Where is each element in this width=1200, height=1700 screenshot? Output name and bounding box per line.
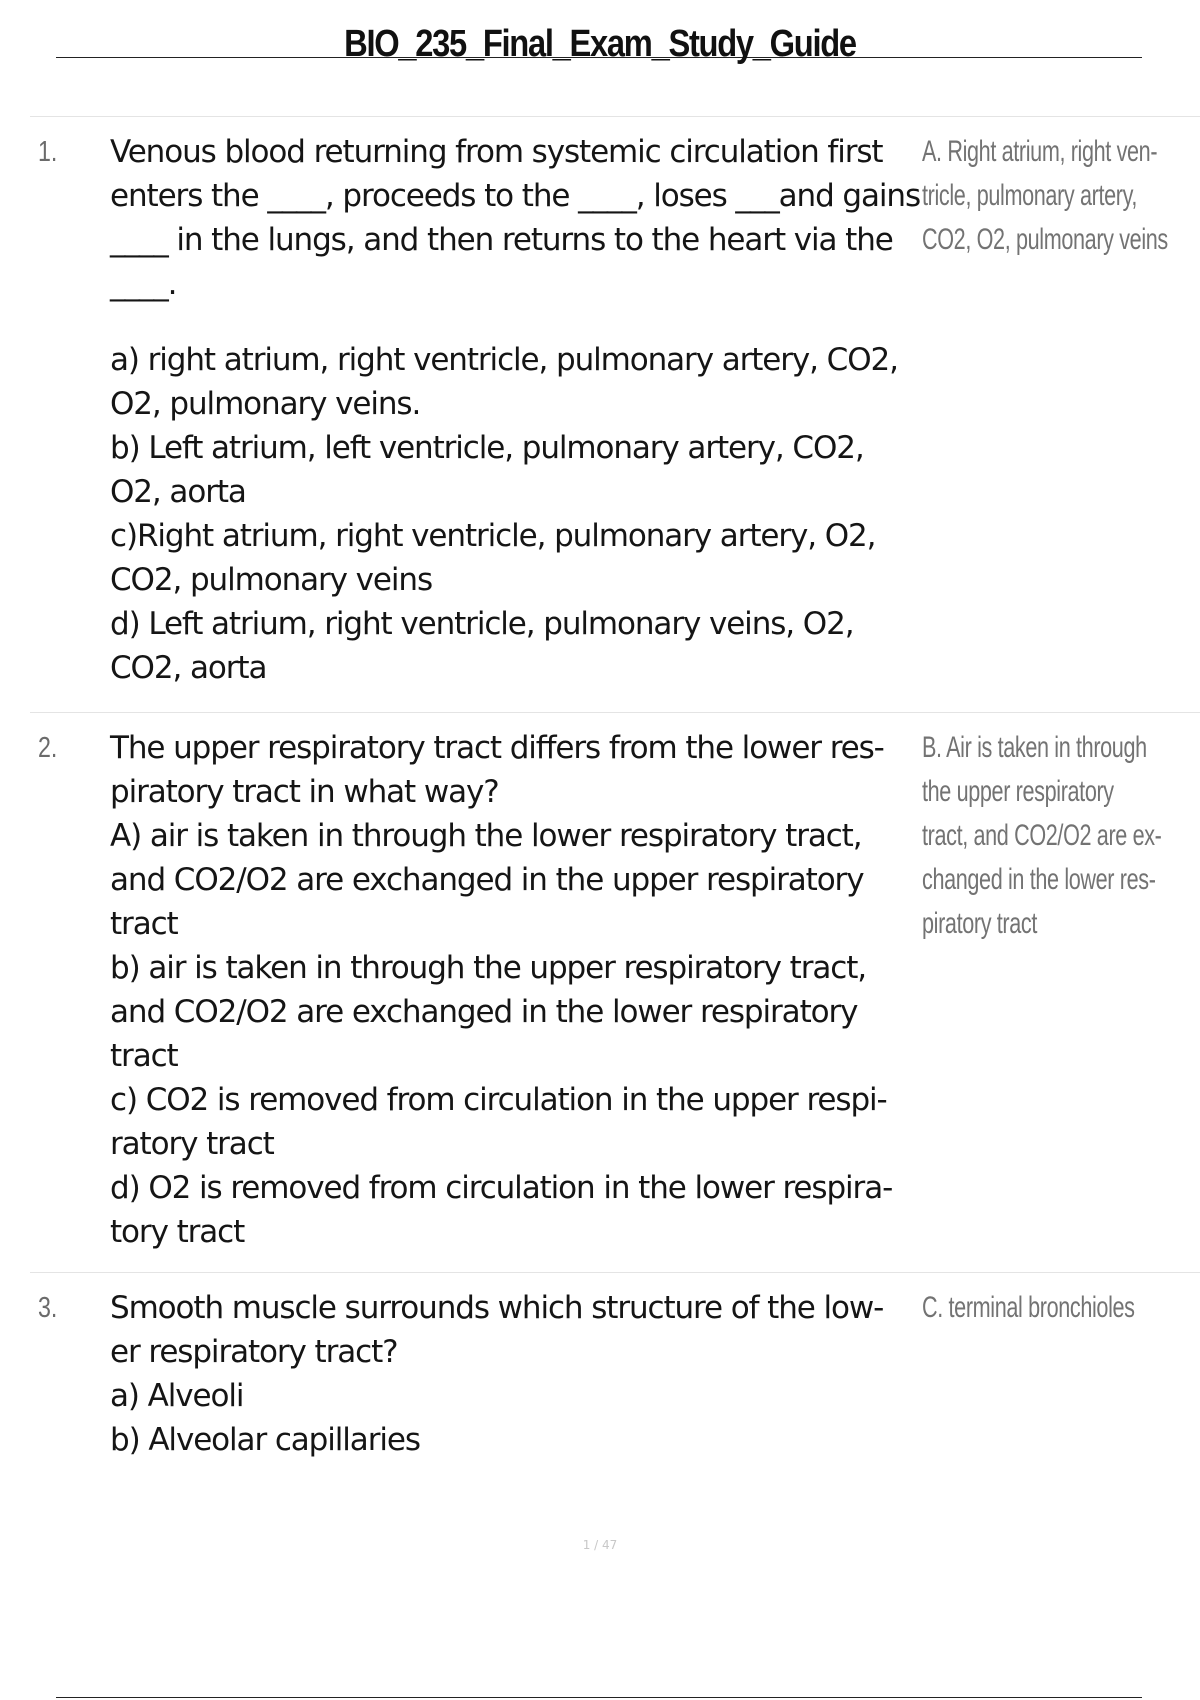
option-line: a) right atrium, right ventricle, pulmonary artery, CO2, bbox=[110, 342, 898, 378]
answer-line: piratory tract bbox=[922, 907, 1037, 940]
option-c bbox=[110, 514, 875, 602]
question-line: Venous blood returning from systemic circulation first bbox=[110, 134, 883, 170]
option-line: O2, pulmonary veins. bbox=[110, 386, 421, 422]
option-b bbox=[110, 1418, 420, 1462]
option-c bbox=[110, 1078, 887, 1166]
option-b bbox=[110, 426, 864, 514]
option-line: d) Left atrium, right ventricle, pulmonary veins, O2, bbox=[110, 606, 854, 642]
answer-line: the upper respiratory bbox=[922, 775, 1114, 808]
option-line: tract bbox=[110, 1038, 178, 1074]
option-line: b) air is taken in through the upper respiratory tract, bbox=[110, 950, 867, 986]
option-line: d) O2 is removed from circulation in the lower respira- bbox=[110, 1170, 893, 1206]
question-number: 3. bbox=[38, 1292, 58, 1324]
question-number: 2. bbox=[38, 732, 58, 764]
answer-line: C. terminal bronchioles bbox=[922, 1291, 1135, 1324]
option-line: tract bbox=[110, 906, 178, 942]
option-d bbox=[110, 1166, 892, 1254]
option-line: tory tract bbox=[110, 1214, 245, 1250]
document-title: BIO_235_Final_Exam_Study_Guide bbox=[344, 23, 856, 65]
question-line: piratory tract in what way? bbox=[110, 774, 499, 810]
option-line: b) Left atrium, left ventricle, pulmonary artery, CO2, bbox=[110, 430, 864, 466]
option-a bbox=[110, 814, 863, 946]
question-divider bbox=[30, 116, 1200, 117]
question-divider bbox=[30, 712, 1200, 713]
question-line: er respiratory tract? bbox=[110, 1334, 398, 1370]
answer-text bbox=[922, 1286, 1135, 1330]
question-line: enters the ____, proceeds to the ____, loses ___and gains bbox=[110, 178, 920, 214]
question-line: ____ in the lungs, and then returns to the heart via the bbox=[110, 222, 893, 258]
option-line: b) Alveolar capillaries bbox=[110, 1422, 420, 1458]
question-number: 1. bbox=[38, 136, 58, 168]
question-line: ____. bbox=[110, 266, 177, 302]
question-text bbox=[110, 1286, 883, 1374]
answer-line: tricle, pulmonary artery, bbox=[922, 179, 1138, 212]
answer-line: tract, and CO2/O2 are ex- bbox=[922, 819, 1162, 852]
option-line: and CO2/O2 are exchanged in the upper respiratory bbox=[110, 862, 864, 898]
footer-rule bbox=[56, 1697, 1142, 1698]
option-line: a) Alveoli bbox=[110, 1378, 244, 1414]
option-d bbox=[110, 602, 853, 690]
option-line: CO2, aorta bbox=[110, 650, 267, 686]
option-line: and CO2/O2 are exchanged in the lower respiratory bbox=[110, 994, 858, 1030]
option-b bbox=[110, 946, 866, 1078]
option-line: c) CO2 is removed from circulation in the upper respi- bbox=[110, 1082, 887, 1118]
option-line: ratory tract bbox=[110, 1126, 274, 1162]
question-line: The upper respiratory tract differs from the lower res- bbox=[110, 730, 884, 766]
option-a bbox=[110, 1374, 243, 1418]
question-text bbox=[110, 130, 920, 306]
question-line: Smooth muscle surrounds which structure of the low- bbox=[110, 1290, 884, 1326]
option-line: O2, aorta bbox=[110, 474, 246, 510]
answer-text bbox=[922, 130, 1168, 262]
option-line: c)Right atrium, right ventricle, pulmonary artery, O2, bbox=[110, 518, 876, 554]
answer-text bbox=[922, 726, 1162, 946]
option-line: A) air is taken in through the lower respiratory tract, bbox=[110, 818, 862, 854]
question-divider bbox=[30, 1272, 1200, 1273]
answer-line: changed in the lower res- bbox=[922, 863, 1156, 896]
answer-line: CO2, O2, pulmonary veins bbox=[922, 223, 1168, 256]
option-line: CO2, pulmonary veins bbox=[110, 562, 432, 598]
question-text bbox=[110, 726, 884, 814]
page-indicator: 1 / 47 bbox=[582, 1538, 618, 1552]
answer-line: A. Right atrium, right ven- bbox=[922, 135, 1158, 168]
answer-line: B. Air is taken in through bbox=[922, 731, 1147, 764]
option-a bbox=[110, 338, 898, 426]
